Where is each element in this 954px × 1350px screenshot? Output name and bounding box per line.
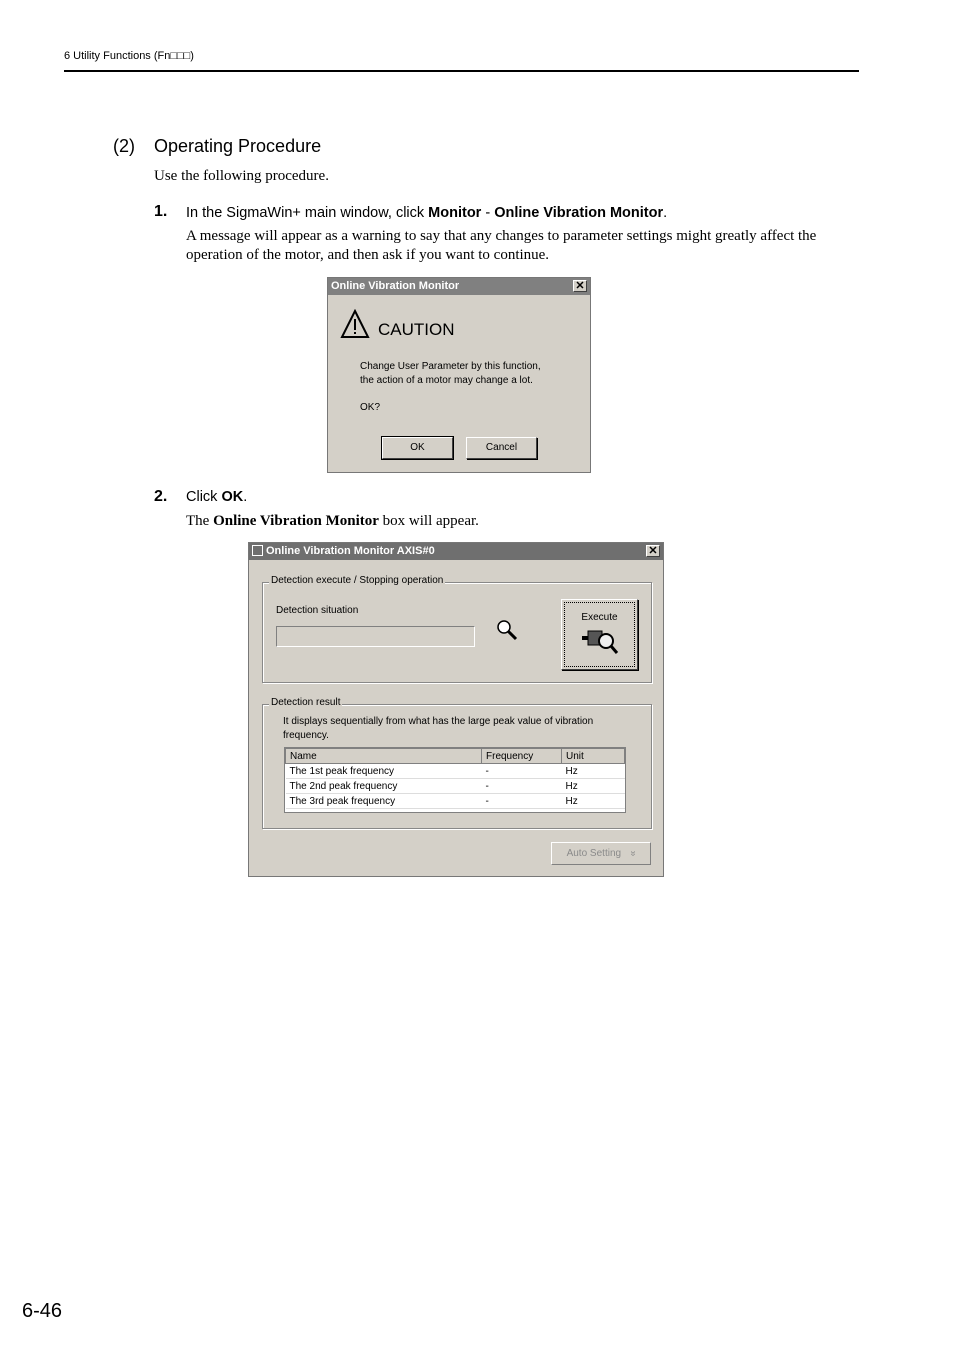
- cell-name: The 3rd peak frequency: [286, 794, 482, 809]
- caution-dialog-title: Online Vibration Monitor: [331, 280, 460, 292]
- table-header-row: [286, 749, 625, 764]
- execute-button[interactable]: [561, 599, 638, 670]
- detection-result-legend: Detection result: [271, 697, 341, 708]
- result-table-container: [284, 747, 626, 813]
- vibration-monitor-dialog: [248, 542, 664, 877]
- auto-setting-button[interactable]: [551, 842, 651, 865]
- page-number: 6-46: [22, 1300, 63, 1322]
- cell-frequency: -: [482, 764, 562, 779]
- step1-instruction: [186, 205, 667, 221]
- step2-ok: OK: [221, 489, 244, 505]
- step1-menu-monitor: Monitor: [428, 205, 482, 221]
- table-row[interactable]: [286, 794, 625, 809]
- result-table: [285, 748, 625, 809]
- detection-situation-field: [276, 626, 475, 647]
- app-icon: [252, 545, 263, 556]
- warning-icon: [340, 309, 370, 339]
- column-header-unit[interactable]: Unit: [562, 749, 625, 764]
- running-header: 6 Utility Functions (Fn□□□): [64, 50, 194, 62]
- step2-body-prefix: The: [186, 513, 214, 529]
- step2-body-bold: Online Vibration Monitor: [213, 513, 379, 529]
- step1-menu-online-vibration: Online Vibration Monitor: [494, 205, 664, 221]
- caution-line-3: OK?: [360, 402, 381, 413]
- step1-sep: -: [481, 205, 495, 221]
- column-header-frequency[interactable]: Frequency: [482, 749, 562, 764]
- cell-unit: Hz: [562, 779, 625, 794]
- motor-search-icon: [580, 625, 620, 655]
- detection-situation-label: Detection situation: [276, 605, 359, 616]
- step2-number: 2.: [154, 488, 168, 505]
- detection-execute-group: [262, 575, 652, 683]
- monitor-dialog-title: Online Vibration Monitor AXIS#0: [266, 545, 435, 557]
- step2-instruction: [186, 489, 247, 505]
- header-rule: [64, 70, 859, 72]
- section-heading: [113, 136, 321, 157]
- cell-frequency: -: [482, 779, 562, 794]
- step1-prefix: In the SigmaWin+ main window, click: [186, 205, 429, 221]
- section-number: (2): [113, 136, 135, 156]
- result-description-line-2: frequency.: [283, 730, 329, 741]
- monitor-dialog-titlebar: [249, 543, 663, 560]
- cell-frequency: -: [482, 794, 562, 809]
- cell-name: The 1st peak frequency: [286, 764, 482, 779]
- close-button[interactable]: ✕: [573, 280, 587, 292]
- caution-line-1: Change User Parameter by this function,: [360, 361, 541, 372]
- caution-heading: CAUTION: [378, 320, 455, 339]
- detection-execute-legend: Detection execute / Stopping operation: [271, 575, 444, 586]
- detection-result-group: [262, 697, 652, 829]
- step1-number: 1.: [154, 203, 168, 220]
- double-chevron-down-icon: »: [627, 850, 639, 857]
- table-row[interactable]: [286, 764, 625, 779]
- magnifier-icon: [495, 618, 519, 642]
- caution-dialog: [327, 277, 591, 473]
- ok-button[interactable]: OK: [382, 437, 453, 459]
- step2-body: [186, 512, 479, 531]
- step2-suffix: .: [243, 489, 248, 505]
- table-row[interactable]: [286, 779, 625, 794]
- cell-name: The 2nd peak frequency: [286, 779, 482, 794]
- step2-prefix: Click: [186, 489, 222, 505]
- execute-label: Execute: [581, 612, 618, 623]
- auto-setting-label: Auto Setting: [566, 848, 622, 859]
- cell-unit: Hz: [562, 794, 625, 809]
- intro-text: Use the following procedure.: [154, 168, 329, 184]
- section-title: Operating Procedure: [154, 136, 322, 156]
- cell-unit: Hz: [562, 764, 625, 779]
- caution-line-2: the action of a motor may change a lot.: [360, 375, 533, 386]
- column-header-name[interactable]: Name: [286, 749, 482, 764]
- step2-body-suffix: box will appear.: [378, 513, 479, 529]
- close-button[interactable]: ✕: [646, 545, 660, 557]
- step1-suffix: .: [663, 205, 668, 221]
- step1-body: A message will appear as a warning to say that any changes to parameter settings might greatly affect the operation of the motor, and then ask if you want to continue.: [186, 228, 817, 263]
- cancel-button[interactable]: Cancel: [466, 437, 537, 459]
- result-description-line-1: It displays sequentially from what has the large peak value of vibration: [283, 716, 594, 727]
- caution-dialog-titlebar: [328, 278, 590, 295]
